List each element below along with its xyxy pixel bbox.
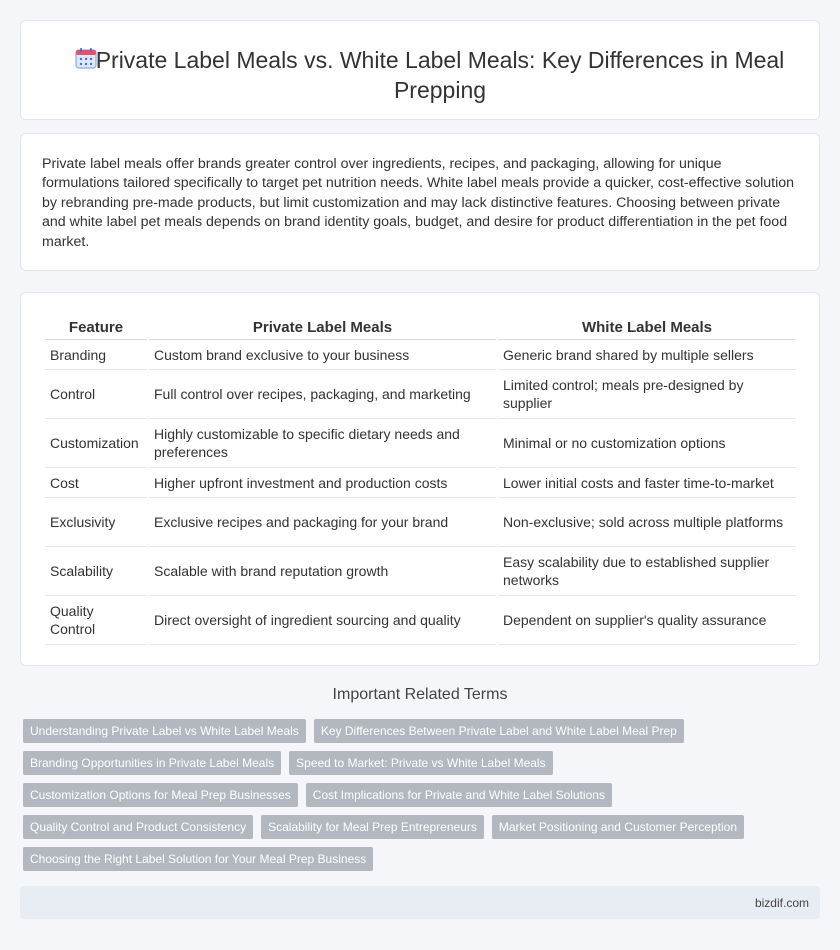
table-row (45, 370, 796, 419)
white-cell: Easy scalability due to established supplier networks (498, 547, 796, 596)
header-card (20, 20, 820, 120)
header-private-label: Private Label Meals (149, 315, 496, 340)
private-cell: Full control over recipes, packaging, and marketing (149, 370, 496, 419)
related-term-tag[interactable]: Branding Opportunities in Private Label Meals (23, 751, 281, 775)
related-term-tag[interactable]: Key Differences Between Private Label and White Label Meal Prep (314, 719, 684, 743)
feature-cell: Quality Control (45, 596, 147, 645)
related-term-tag[interactable]: Quality Control and Product Consistency (23, 815, 253, 839)
private-cell: Higher upfront investment and production costs (149, 468, 496, 498)
intro-paragraph: Private label meals offer brands greater control over ingredients, recipes, and packaging, allowing for unique formulations tailored specifically to target pet nutrition needs. White label meals provide a quicker, cost-effective solution by rebranding pre-made products, but limit customization and may lack distinctive features. Choosing between private and white label pet meals depends on brand identity goals, budget, and desire for product differentiation in the pet food market. (42, 156, 795, 250)
related-term-tag[interactable]: Cost Implications for Private and White Label Solutions (306, 783, 612, 807)
white-cell: Dependent on supplier's quality assurance (498, 596, 796, 645)
white-cell: Limited control; meals pre-designed by supplier (498, 370, 796, 419)
feature-cell: Exclusivity (45, 498, 147, 547)
white-cell: Lower initial costs and faster time-to-market (498, 468, 796, 498)
related-term-tag[interactable]: Scalability for Meal Prep Entrepreneurs (261, 815, 484, 839)
feature-cell: Control (45, 370, 147, 419)
table-row (45, 468, 796, 498)
related-term-tag[interactable]: Choosing the Right Label Solution for Your Meal Prep Business (23, 847, 373, 871)
header-white-label: White Label Meals (498, 315, 796, 340)
footer-site-link[interactable]: bizdif.com (754, 896, 809, 910)
private-cell: Exclusive recipes and packaging for your brand (149, 498, 496, 547)
related-term-tag[interactable]: Speed to Market: Private vs White Label Meals (289, 751, 552, 775)
white-cell: Generic brand shared by multiple sellers (498, 340, 796, 370)
related-term-tag[interactable]: Market Positioning and Customer Perception (492, 815, 744, 839)
private-cell: Direct oversight of ingredient sourcing and quality (149, 596, 496, 645)
page-title: Private Label Meals vs. White Label Meals: Key Differences in Meal Prepping (95, 47, 785, 103)
feature-cell: Branding (45, 340, 147, 370)
feature-cell: Customization (45, 419, 147, 468)
related-terms-list (23, 719, 783, 871)
footer-bar (20, 886, 820, 919)
private-cell: Highly customizable to specific dietary needs and preferences (149, 419, 496, 468)
table-row (45, 596, 796, 645)
table-header-row (45, 315, 796, 340)
table-row (45, 419, 796, 468)
header-feature: Feature (45, 315, 147, 340)
related-term-tag[interactable]: Customization Options for Meal Prep Businesses (23, 783, 298, 807)
related-term-tag[interactable]: Understanding Private Label vs White Label Meals (23, 719, 306, 743)
related-terms-heading: Important Related Terms (332, 686, 508, 703)
private-cell: Scalable with brand reputation growth (149, 547, 496, 596)
feature-cell: Cost (45, 468, 147, 498)
comparison-table (43, 315, 798, 645)
table-row (45, 498, 796, 547)
private-cell: Custom brand exclusive to your business (149, 340, 496, 370)
table-row (45, 340, 796, 370)
table-row (45, 547, 796, 596)
comparison-card (20, 292, 820, 666)
white-cell: Non-exclusive; sold across multiple platforms (498, 498, 796, 547)
feature-cell: Scalability (45, 547, 147, 596)
white-cell: Minimal or no customization options (498, 419, 796, 468)
intro-card (20, 133, 820, 271)
